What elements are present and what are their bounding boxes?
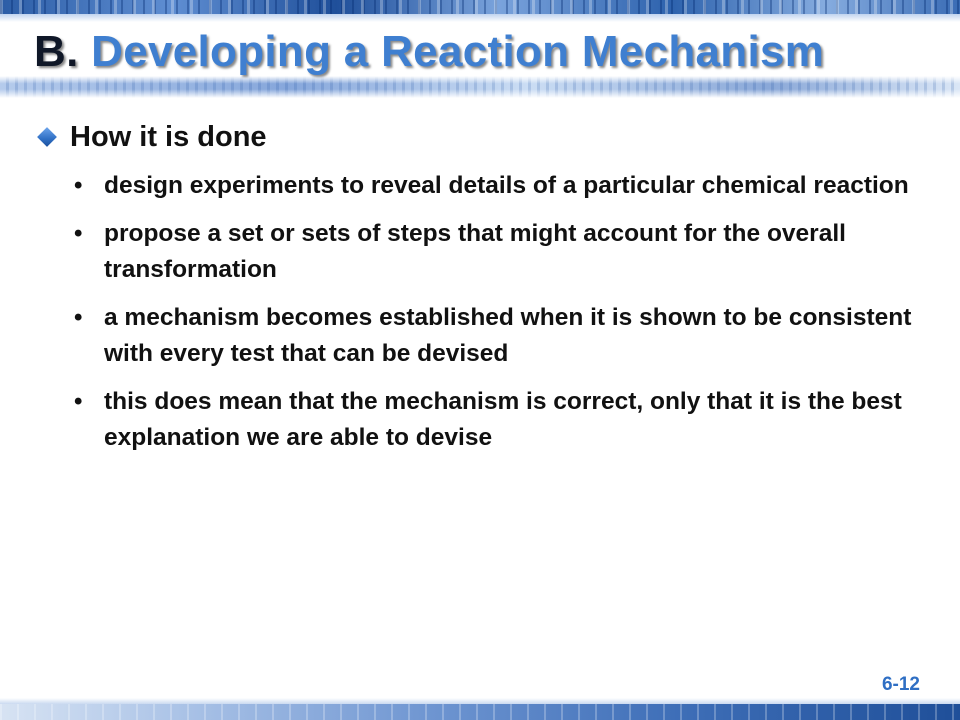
main-bullet-text: How it is done bbox=[70, 121, 267, 153]
sub-bullet-text: a mechanism becomes established when it is shown to be consistent with every test that can be devised bbox=[104, 304, 912, 367]
diamond-bullet-icon bbox=[37, 127, 57, 147]
sub-bullet-list bbox=[72, 168, 944, 468]
page-number: 6-12 bbox=[881, 674, 920, 695]
title-prefix: B. bbox=[34, 27, 79, 76]
sub-bullet-text: propose a set or sets of steps that might account for the overall transformation bbox=[104, 220, 846, 283]
top-decorative-band bbox=[0, 0, 960, 14]
bullet-dot-icon: • bbox=[74, 388, 83, 415]
bottom-decorative-band bbox=[0, 704, 960, 720]
bullet-dot-icon: • bbox=[74, 172, 83, 199]
sub-bullet-item bbox=[72, 168, 944, 204]
title-underline-streak bbox=[0, 76, 960, 98]
bullet-dot-icon: • bbox=[74, 304, 83, 331]
main-bullet bbox=[36, 117, 267, 157]
sub-bullet-item bbox=[72, 216, 944, 288]
sub-bullet-text: design experiments to reveal details of a particular chemical reaction bbox=[104, 172, 909, 199]
sub-bullet-text: this does mean that the mechanism is correct, only that it is the best explanation we are able to devise bbox=[104, 388, 902, 451]
title-main-text: Developing a Reaction Mechanism bbox=[91, 27, 825, 76]
bullet-dot-icon: • bbox=[74, 220, 83, 247]
sub-bullet-item bbox=[72, 384, 944, 456]
sub-bullet-item bbox=[72, 300, 944, 372]
slide-title bbox=[34, 26, 824, 78]
top-band-fade bbox=[0, 14, 960, 22]
